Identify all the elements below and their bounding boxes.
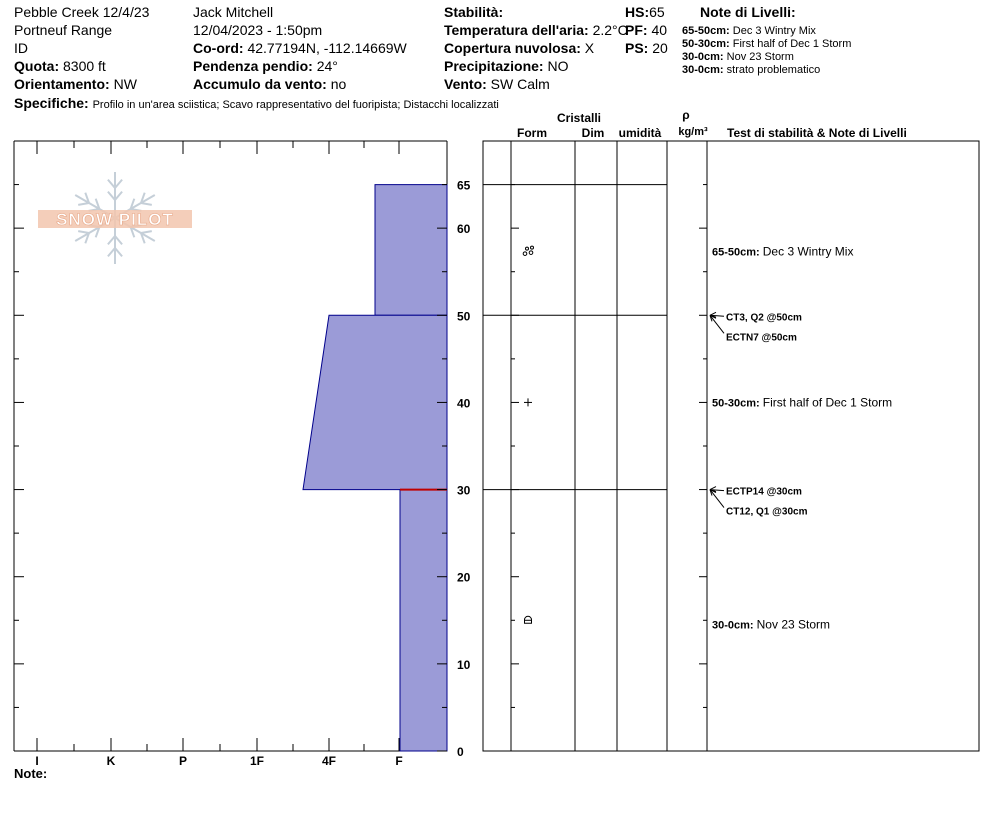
hardness-layer: [303, 315, 447, 489]
elevation: Quota: 8300 ft: [14, 58, 106, 74]
hardness-label: 1F: [249, 754, 265, 768]
depth-label: 10: [457, 657, 471, 672]
form-header: Form: [517, 126, 547, 140]
hardness-label: K: [106, 754, 116, 768]
grain-symbol-precipitation-particles: [523, 246, 533, 255]
hardness-label: I: [35, 754, 39, 768]
svg-text:ECTN7 @50cm: ECTN7 @50cm: [726, 332, 797, 344]
size-header: Dim: [581, 126, 605, 140]
tests-header: Test di stabilità & Note di Livelli: [727, 126, 907, 140]
total-depth: HS:65: [625, 4, 665, 20]
density-header: ρ: [682, 108, 690, 122]
stability-test: [710, 487, 802, 498]
notes-label: Note:: [14, 766, 48, 781]
layer-note: 30-0cm: strato problematico: [682, 64, 821, 76]
layer-note-label: 50-30cm: First half of Dec 1 Storm: [712, 395, 893, 410]
svg-text:CT3, Q2 @50cm: CT3, Q2 @50cm: [726, 312, 802, 324]
depth-label: 50: [457, 309, 471, 324]
datetime: 12/04/2023 - 1:50pm: [193, 22, 323, 38]
moisture-header: umidità: [618, 126, 662, 140]
depth-label: 20: [457, 570, 471, 585]
wind: Vento: SW Calm: [444, 76, 550, 92]
svg-text:ECTP14 @30cm: ECTP14 @30cm: [726, 486, 802, 498]
hardness-label: F: [395, 754, 403, 768]
layer-note: 65-50cm: Dec 3 Wintry Mix: [682, 25, 816, 37]
logo-text: SNOW PILOT: [56, 210, 174, 229]
depth-label: 0: [457, 745, 464, 759]
hardness-label: 4F: [321, 754, 337, 768]
grain-symbol-decomposing-fragments: [524, 398, 532, 406]
layer-note-label: 65-50cm: Dec 3 Wintry Mix: [712, 244, 854, 259]
layer-note: 50-30cm: First half of Dec 1 Storm: [682, 38, 852, 50]
density-unit-header: kg/m³: [678, 126, 708, 138]
coordinates: Co-ord: 42.77194N, -112.14669W: [193, 40, 407, 56]
observer: Jack Mitchell: [193, 4, 274, 20]
layer-notes-title: Note di Livelli:: [700, 4, 796, 20]
depth-label: 60: [457, 222, 471, 237]
layer-note: 30-0cm: Nov 23 Storm: [682, 51, 794, 63]
hardness-label: P: [178, 754, 188, 768]
hardness-layer: [375, 185, 447, 316]
range: Portneuf Range: [14, 22, 113, 38]
depth-label: 65: [457, 178, 471, 193]
stability-test: [710, 312, 802, 323]
slope-angle: Pendenza pendio: 24°: [193, 58, 338, 74]
crystals-panel: [483, 141, 979, 751]
depth-label: 40: [457, 396, 471, 411]
hardness-layers: [303, 185, 447, 751]
grain-symbol-faceted-rounded: [525, 616, 532, 623]
depth-label: 30: [457, 483, 471, 498]
location: Pebble Creek 12/4/23: [14, 4, 150, 20]
precipitation: Precipitazione: NO: [444, 58, 569, 74]
state: ID: [14, 40, 28, 56]
sky-cover: Copertura nuvolosa: X: [444, 40, 595, 56]
stability: Stabilità:: [444, 4, 504, 20]
pit-depth: PF: 40: [625, 22, 668, 38]
snowpilot-logo: [38, 172, 192, 264]
crystals-header: Cristalli: [556, 111, 602, 125]
layer-note-label: 30-0cm: Nov 23 Storm: [712, 617, 830, 632]
svg-text:CT12, Q1 @30cm: CT12, Q1 @30cm: [726, 506, 808, 518]
specifics: Specifiche: Profilo in un'area sciistica; Scavo rappresentativo del fuoripista; Distacchi localizzati: [14, 95, 499, 111]
foot-penetration: PS: 20: [625, 40, 668, 56]
hardness-layer: [400, 490, 447, 751]
aspect: Orientamento: NW: [14, 76, 137, 92]
air-temperature: Temperatura dell'aria: 2.2°C: [444, 22, 628, 38]
wind-loading: Accumulo da vento: no: [193, 76, 347, 92]
